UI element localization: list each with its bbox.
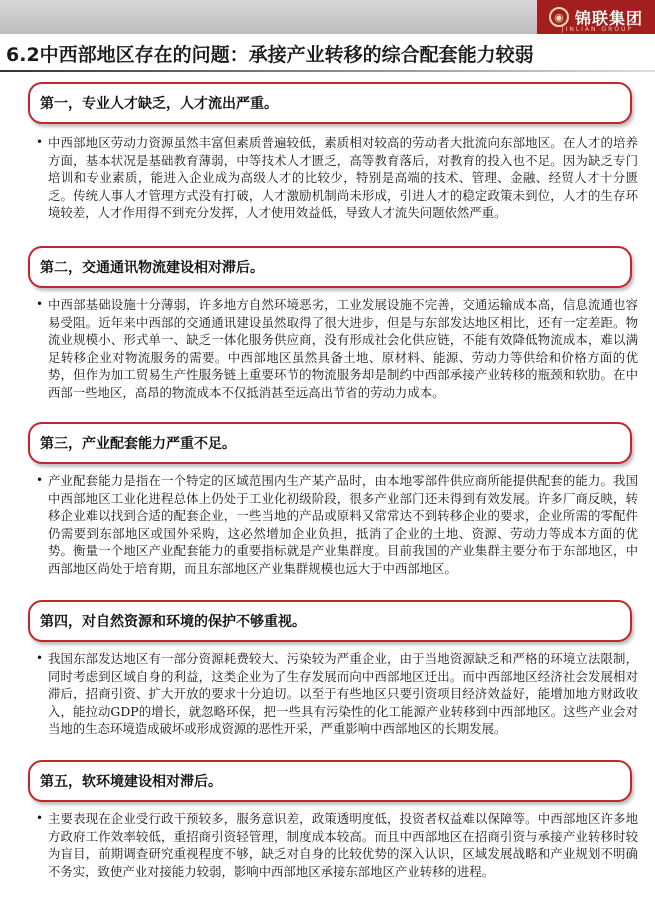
section-heading: 第一，专业人才缺乏，人才流出严重。 [40,96,278,112]
bullet-icon: • [36,473,44,487]
section-text: 中西部地区劳动力资源虽然丰富但素质普遍较低，素质相对较高的劳动者大批流向东部地区。在人才的培养方面，基本状况是基础教育薄弱，中等技术人才匮乏，高等教育落后，对教育的投入也不足。因为缺乏专门培训和专业素质，能进入企业成为高级人才的比较少，特别是高端的技术、管理、金融、经贸人才十分匮乏。传统人事人才管理方式没有打破，人才激励机制尚未形成，引进人才的稳定政策未到位，人才的生存环境较差，人才作用得不到充分发挥，人才使用效益低，导致人才流失问题依然严重。 [48,135,638,221]
brand-subtitle: JINLIAN GROUP [561,26,633,33]
section-heading: 第五，软环境建设相对滞后。 [40,774,222,790]
bullet-icon: • [36,135,44,149]
title-divider [0,70,655,72]
section-heading-box [28,760,632,802]
section-body [36,650,638,738]
section-text: 产业配套能力是指在一个特定的区域范围内生产某产品时，由本地零部件供应商所能提供配套的能力。我国中西部地区工业化进程总体上仍处于工业化初级阶段，很多产业部门还未得到有效发展。许多厂商反映，转移企业难以找到合适的配套企业，一些当地的产品或原料又常常达不到转移企业的要求，企业所需的零配件仍需要到东部地区或国外采购，这必然增加企业负担，抵消了企业的土地、资源、劳动力等成本方面的优势。衡量一个地区产业配套能力的重要指标就是产业集群度。目前我国的产业集群主要分布于东部地区，中西部地区尚处于培育期，而且东部地区产业集群规模也远大于中西部地区。 [48,473,638,576]
section-heading: 第二，交通通讯物流建设相对滞后。 [40,260,264,276]
bullet-icon: • [36,297,44,311]
bullet-icon: • [36,651,44,665]
section-text: 主要表现在企业受行政干预较多，服务意识差，政策透明度低，投资者权益难以保障等。中西部地区许多地方政府工作效率较低，重招商引资轻管理，制度成本较高。而且中西部地区在招商引资与承接产业转移时较为盲目，前期调查研究重视程度不够，缺乏对自身的比较优势的深入认识，区域发展战略和产业规划不明确不务实，致使产业对接能力较弱，影响中西部地区承接东部地区产业转移的进程。 [48,811,638,879]
bullet-icon: • [36,811,44,825]
section-body [36,134,638,222]
brand-logo [537,0,655,34]
top-banner [0,0,655,34]
section-body [36,472,638,578]
section-body [36,810,638,880]
section-heading: 第四，对自然资源和环境的保护不够重视。 [40,614,306,630]
section-heading-box [28,246,632,288]
brand-name: 锦联集团 [574,8,643,28]
brand-emblem-icon: ◉ [549,7,569,27]
section-heading-box [28,422,632,464]
section-heading-box [28,82,632,124]
section-text: 我国东部发达地区有一部分资源耗费较大、污染较为严重企业，由于当地资源缺乏和严格的环境立法限制，同时考虑到区域自身的利益，这类企业为了生存发展而向中西部地区迁出。而中西部地区经济社会发展相对滞后，招商引资、扩大开放的要求十分迫切。以至于有些地区只要引资项目经济效益好，能增加地方财政收入，能拉动GDP的增长，就忽略环保，把一些具有污染性的化工能源产业转移到中西部地区。这些产业会对当地的生态环境造成破坏或形成资源的恶性开采，严重影响中西部地区的长期发展。 [48,651,638,737]
page-title: 6.2中西部地区存在的问题：承接产业转移的综合配套能力较弱 [6,44,534,66]
section-heading: 第三，产业配套能力严重不足。 [40,436,236,452]
section-body [36,296,638,402]
section-heading-box [28,600,632,642]
section-text: 中西部基础设施十分薄弱，许多地方自然环境恶劣，工业发展设施不完善，交通运输成本高，信息流通也容易受阻。近年来中西部的交通通讯建设虽然取得了很大进步，但是与东部发达地区相比，还有一定差距。物流业规模小、形式单一、缺乏一体化服务供应商，没有形成社会化供应链，不能有效降低物流成本，难以满足转移企业对物流服务的需要。中西部地区虽然具备土地、原材料、能源、劳动力等供给和价格方面的优势，但作为加工贸易生产性服务链上重要环节的物流服务却是制约中西部承接产业转移的瓶颈和软肋。在中西部一些地区，高昂的物流成本不仅抵消甚至远高出节省的劳动力成本。 [48,297,638,400]
